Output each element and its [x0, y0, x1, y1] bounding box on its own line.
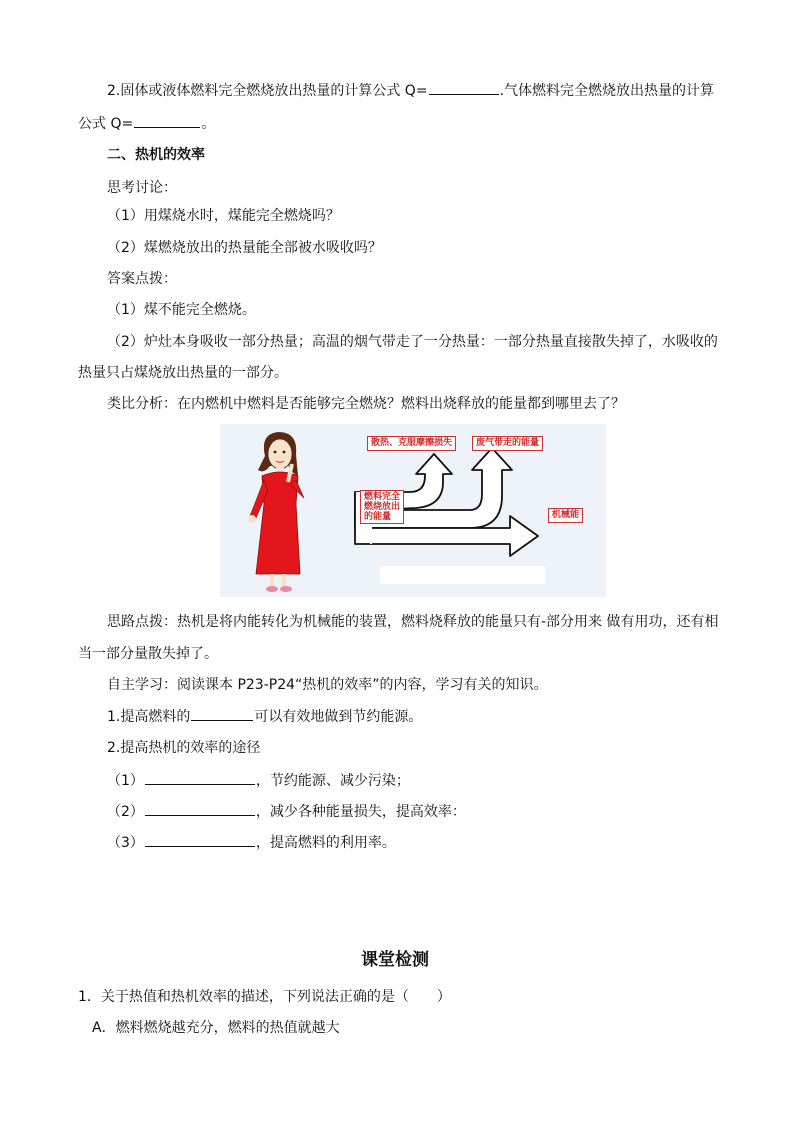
formula-text-1: 2.固体或液体燃料完全燃烧放出热量的计算公式 Q=	[107, 83, 428, 99]
girl-illustration	[248, 432, 304, 592]
answer-blank-4[interactable]	[145, 770, 255, 785]
way1-text: ，节约能源、减少污染；	[255, 773, 410, 789]
quiz-title: 课堂检测	[361, 950, 429, 970]
formula-text-3: 公式 Q=	[78, 116, 134, 132]
box-exhaust-energy: 废气带走的能量	[472, 436, 543, 451]
answer-blank-1[interactable]	[429, 80, 499, 95]
way2-num: （2）	[107, 804, 144, 820]
answer-2-line1: （2）炉灶本身吸收一部分热量；高温的烟气带走了一分热量：一部分热量直接散失掉了，水吸收的	[107, 334, 718, 350]
way3-text: ，提高燃料的利用率。	[255, 835, 396, 851]
way3	[107, 832, 396, 853]
quiz-question-1: 1．关于热值和热机效率的描述，下列说法正确的是（ ）	[78, 989, 451, 1005]
way1-num: （1）	[107, 773, 144, 789]
box-mechanical-energy: 机械能	[548, 508, 583, 523]
energy-flow-figure	[220, 424, 606, 597]
analogy-text: 类比分析：在内燃机中燃料是否能够完全燃烧？燃料出烧释放的能量都到哪里去了？	[107, 396, 625, 412]
answer-label: 答案点拨：	[107, 271, 177, 287]
formula-text-end: 。	[201, 116, 216, 132]
item1	[107, 706, 422, 727]
item1-text-a: 1.提高燃料的	[107, 709, 191, 725]
way1	[107, 770, 410, 791]
discuss-q1: （1）用煤烧水时，煤能完全燃烧吗？	[107, 208, 340, 224]
discuss-q2: （2）煤燃烧放出的热量能全部被水吸收吗？	[107, 240, 382, 256]
box-heat-friction-loss: 散热、克服摩擦损失	[367, 436, 456, 451]
box-fuel-energy: 燃料完全 燃烧放出 的能量	[360, 490, 404, 524]
discuss-label: 思考讨论：	[107, 180, 177, 196]
hint-line2: 当一部分量散失掉了。	[78, 646, 218, 662]
formula-question-line2	[78, 113, 215, 134]
section-heading: 二、热机的效率	[107, 147, 205, 163]
formula-text-2: .气体燃料完全燃烧放出热量的计算	[499, 83, 715, 99]
quiz-option-a[interactable]: A．燃料燃烧越充分，燃料的热值就越大	[92, 1020, 340, 1036]
answer-blank-3[interactable]	[191, 706, 253, 721]
self-study: 自主学习：阅读课本 P23-P24“热机的效率”的内容，学习有关的知识。	[107, 677, 548, 693]
way2	[107, 801, 466, 822]
answer-blank-5[interactable]	[145, 801, 255, 816]
answer-blank-2[interactable]	[134, 113, 200, 128]
item2: 2.提高热机的效率的途径	[107, 740, 261, 756]
figure-caption-bar	[380, 566, 545, 584]
answer-2-line2: 热量只占煤烧放出热量的一部分。	[78, 365, 288, 381]
hint-line1: 思路点拨：热机是将内能转化为机械能的装置，燃料烧释放的能量只有-部分用来 做有用功，还有相	[107, 614, 719, 630]
item1-text-b: 可以有效地做到节约能源。	[254, 709, 423, 725]
answer-blank-6[interactable]	[145, 832, 255, 847]
answer-1: （1）煤不能完全燃烧。	[107, 302, 256, 318]
way2-text: ，减少各种能量损失，提高效率：	[255, 804, 466, 820]
formula-question-line1	[107, 80, 714, 101]
way3-num: （3）	[107, 835, 144, 851]
